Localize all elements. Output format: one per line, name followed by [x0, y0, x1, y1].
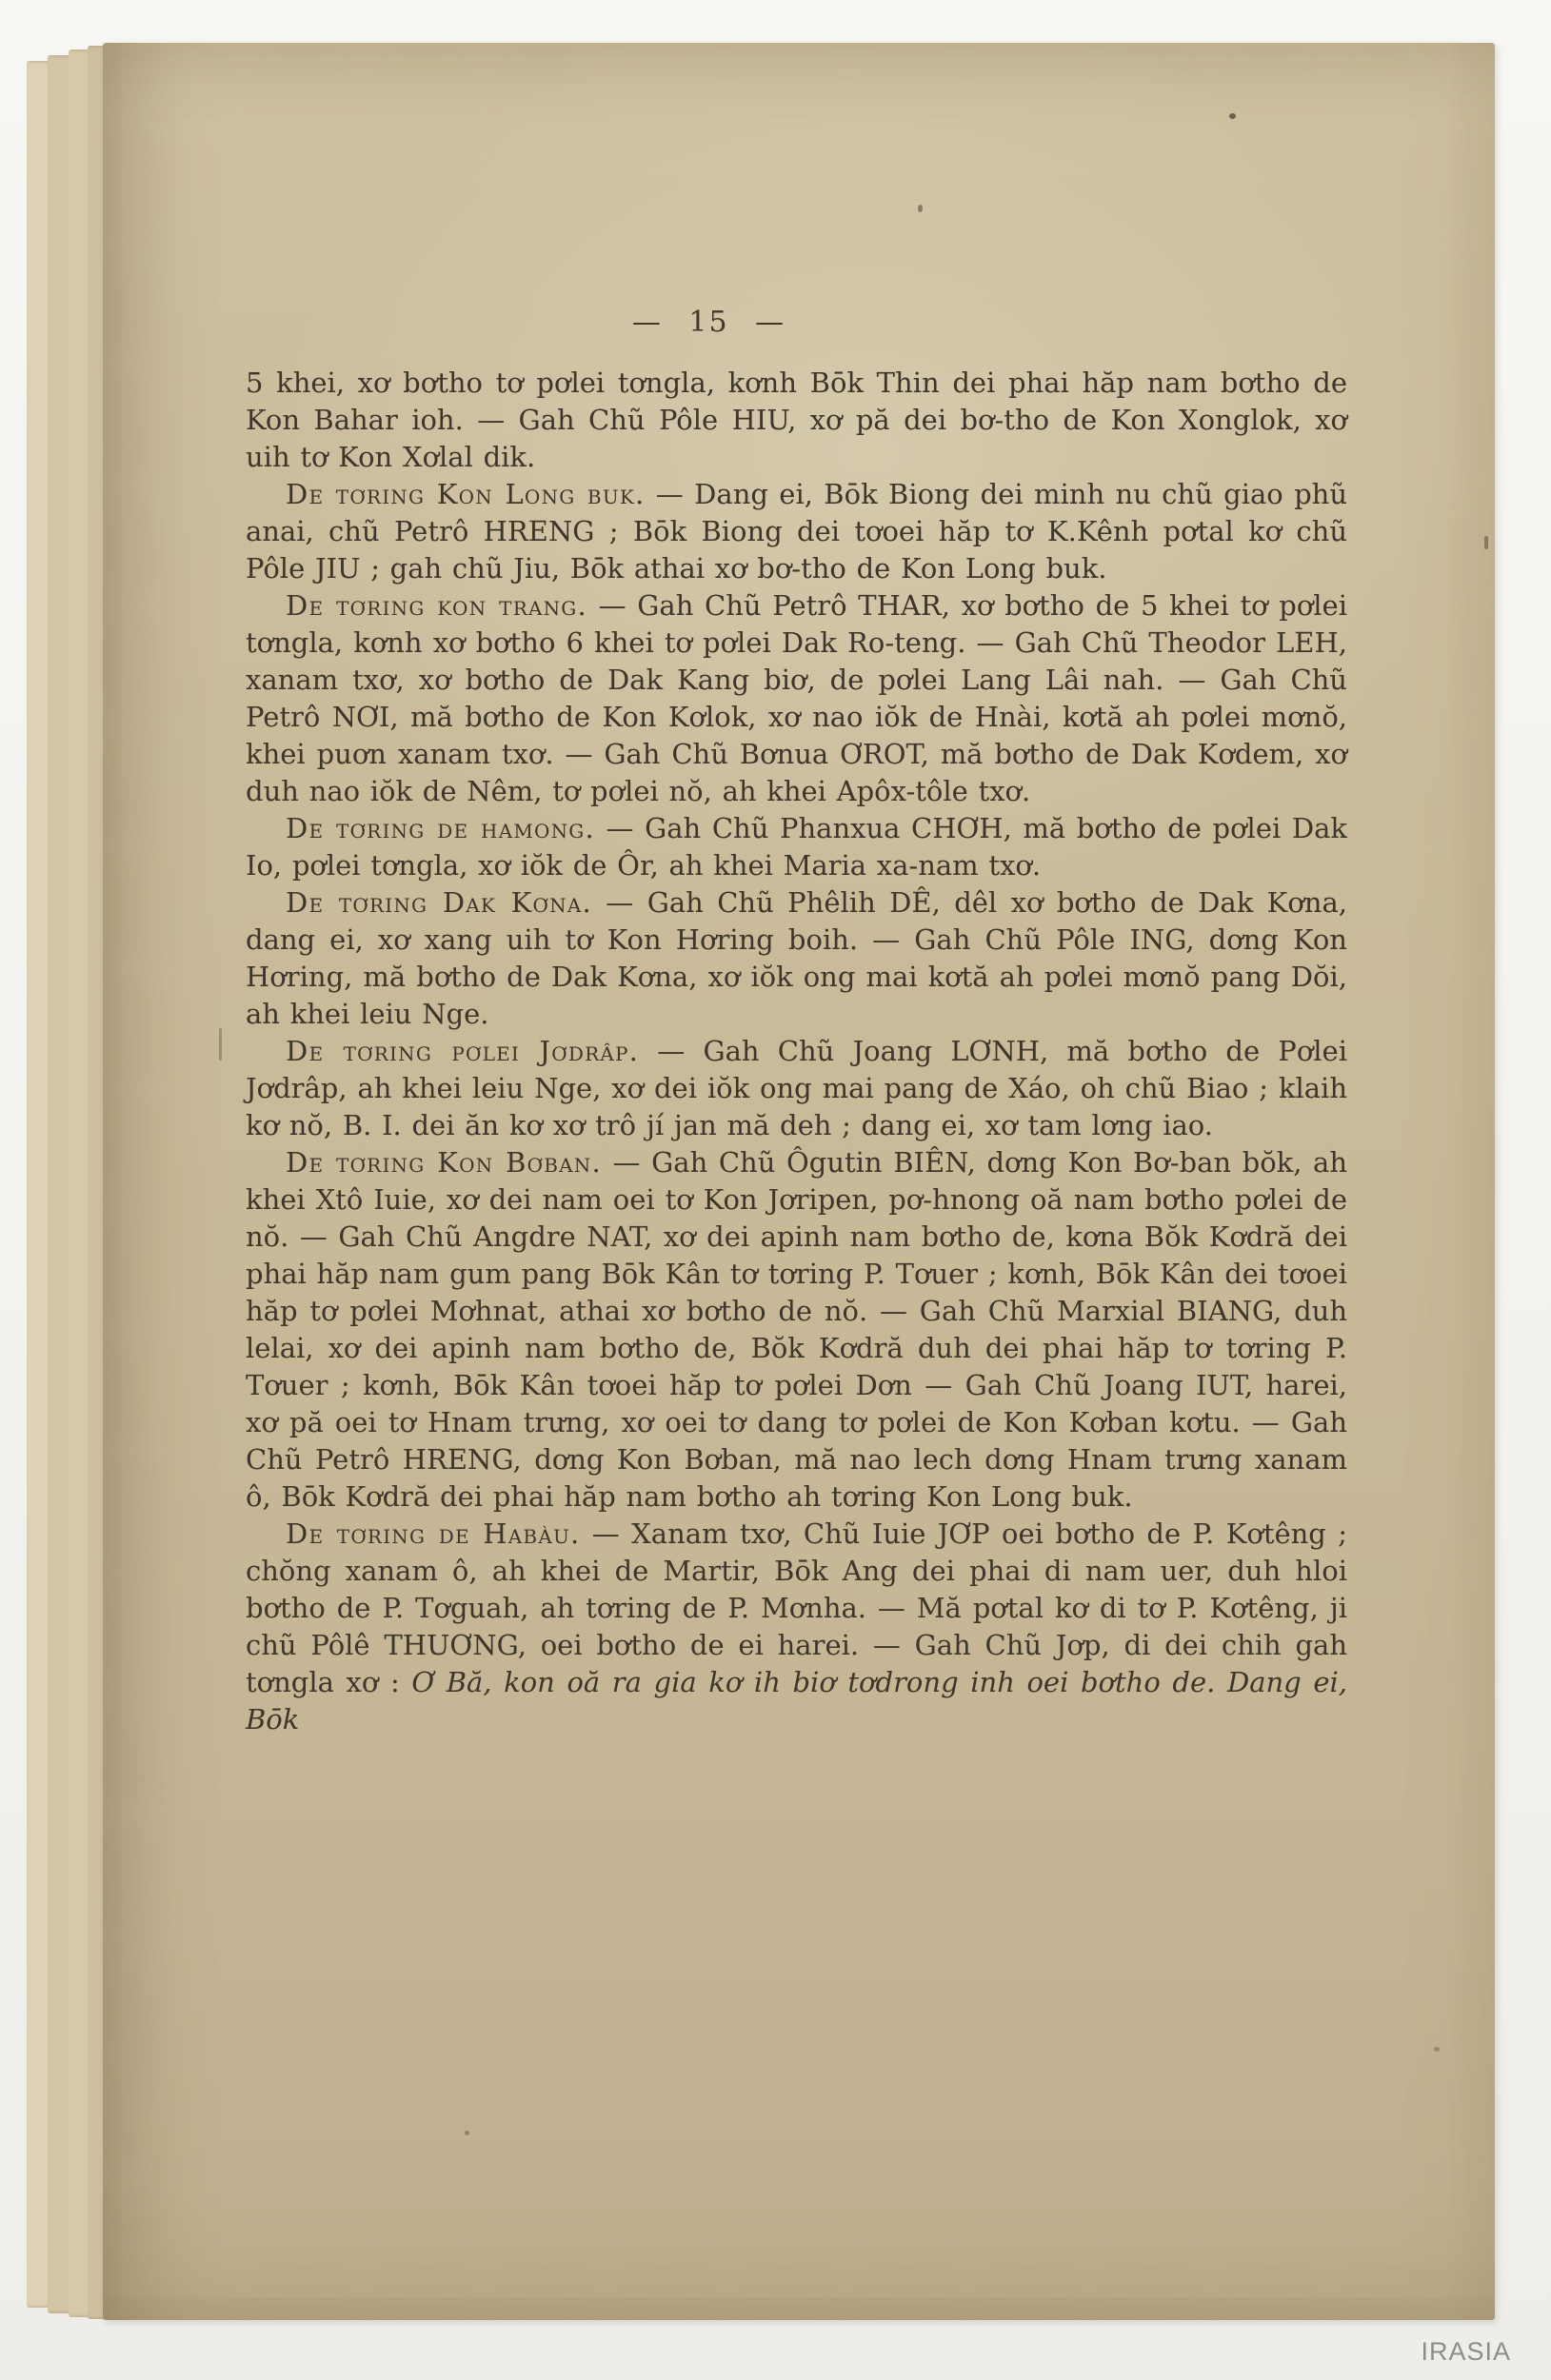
text-segment-normal: — Gah Chũ Petrô THAR, xơ bơtho de 5 khei tơ pơlei tơngla, kơnh xơ bơtho 6 khei tơ pơlei Dak Ro-teng. — Gah Chũ Theodor LEH, xanam txơ, xơ bơtho de Dak Kang biơ, de pơlei Lang Lâi nah. — Gah Chũ Petrô NƠI, mă bơtho de Kon Kơlok, xơ nao iŏk de Hnài, kơtă ah pơlei mơnŏ, khei puơn xanam txơ. — Gah Chũ Bơnua ƠROT, mă bơtho de Dak Kơdem, xơ duh nao iŏk de Nêm, tơ pơlei nŏ, ah khei Apôx-tôle txơ. [246, 589, 1347, 807]
text-segment-normal: — Xanam txơ, Chũ Iuie JƠP oei bơtho de P. Kơtêng ; chŏng xanam ô, ah khei de Martir, Bōk Ang dei phai di nam uer, duh hloi bơtho de P. Tơguah, ah tơring de P. Mơnha. — Mă pơtal kơ di tơ P. Kơtêng, ji chũ Pôlê THUƠNG, oei bơtho de ei harei. — Gah Chũ Jơp, di dei chih gah tơngla xơ : [246, 1517, 1347, 1698]
watermark: IRASIA [1421, 2337, 1511, 2366]
page-number: — 15 — [631, 306, 786, 339]
paper-speck [219, 1028, 222, 1061]
text-block [246, 365, 1347, 1738]
text-segment-normal: — Gah Chũ Phanxua CHƠH, mă bơtho de pơlei Dak Io, pơlei tơngla, xơ iŏk de Ôr, ah khei Maria xa-nam txơ. [246, 812, 1347, 882]
text-segment-normal: — Dang ei, Bōk Biong dei minh nu chũ giao phũ anai, chũ Petrô HRENG ; Bōk Biong dei tơoei hăp tơ K.Kênh pơtal kơ chũ Pôle JIU ; gah chũ Jiu, Bōk athai xơ bơ-tho de Kon Long buk. [246, 478, 1347, 585]
text-segment-smallcaps: De tơring de Habàu. [286, 1517, 581, 1550]
book-page [103, 43, 1495, 2320]
paragraph [246, 884, 1347, 1033]
text-segment-normal: — Gah Chũ Joang LƠNH, mă bơtho de Pơlei Jơdrâp, ah khei leiu Nge, xơ dei iŏk ong mai pang de Xáo, oh chũ Biao ; klaih kơ nŏ, B. I. dei ăn kơ xơ trô jí jan mă deh ; dang ei, xơ tam lơng iao. [246, 1035, 1347, 1141]
paper-speck [1434, 2047, 1440, 2052]
text-segment-normal: — Gah Chũ Ôgutin BIÊN, dơng Kon Bơ-ban bŏk, ah khei Xtô Iuie, xơ dei nam oei tơ Kon Jơripen, pơ-hnong oă nam bơtho pơlei de nŏ. — Gah Chũ Angdre NAT, xơ dei apinh nam bơtho de, kơna Bŏk Kơdră dei phai hăp nam gum pang Bōk Kân tơ tơring P. Tơuer ; kơnh, Bōk Kân dei tơoei hăp tơ pơlei Mơhnat, athai xơ bơtho de nŏ. — Gah Chũ Marxial BIANG, duh lelai, xơ dei apinh nam bơtho de, Bŏk Kơdră duh dei phai hăp tơ tơring P. Tơuer ; kơnh, Bōk Kân tơoei hăp tơ pơlei Dơn — Gah Chũ Joang IUT, harei, xơ pă oei tơ Hnam trưng, xơ oei tơ dang tơ pơlei de Kon Kơban kơtu. — Gah Chũ Petrô HRENG, dơng Kon Bơban, mă nao lech dơng Hnam trưng xanam ô, Bōk Kơdră dei phai hăp nam bơtho ah tơring Kon Long buk. [246, 1146, 1347, 1513]
text-segment-smallcaps: De tơring Kon Long buk. [286, 478, 646, 510]
paragraph [246, 1033, 1347, 1144]
text-segment-smallcaps: De tơring kon trang. [286, 589, 587, 622]
paper-speck [465, 2131, 469, 2135]
paper-speck [1229, 113, 1236, 119]
paragraph [246, 1144, 1347, 1516]
paragraph [246, 365, 1347, 476]
text-segment-normal: 5 khei, xơ bơtho tơ pơlei tơngla, kơnh Bōk Thin dei phai hăp nam bơtho de Kon Bahar ioh. — Gah Chũ Pôle HIU, xơ pă dei bơ-tho de Kon Xonglok, xơ uih tơ Kon Xơlal dik. [246, 367, 1347, 473]
paper-speck [918, 205, 923, 212]
text-segment-smallcaps: De tơring Dak Kơna. [286, 886, 592, 919]
paragraph [246, 810, 1347, 884]
text-segment-smallcaps: De tơring pơlei Jơdrâp. [286, 1035, 640, 1067]
text-segment-normal: — Gah Chũ Phêlih DÊ, dêl xơ bơtho de Dak Kơna, dang ei, xơ xang uih tơ Kon Hơring boih. — Gah Chũ Pôle ING, dơng Kon Hơring, mă bơtho de Dak Kơna, xơ iŏk ong mai kơtă ah pơlei mơnŏ pang Dŏi, ah khei leiu Nge. [246, 886, 1347, 1030]
paragraph [246, 587, 1347, 810]
text-segment-smallcaps: De tơring Kon Bơban. [286, 1146, 602, 1179]
text-segment-smallcaps: De tơring de hamong. [286, 812, 595, 844]
text-segment-italic: Ơ Bă, kon oă ra gia kơ ih biơ tơdrong inh oei bơtho de. Dang ei, Bōk [246, 1666, 1347, 1735]
paragraph [246, 1516, 1347, 1738]
paper-speck [1484, 536, 1488, 549]
paragraph [246, 476, 1347, 587]
